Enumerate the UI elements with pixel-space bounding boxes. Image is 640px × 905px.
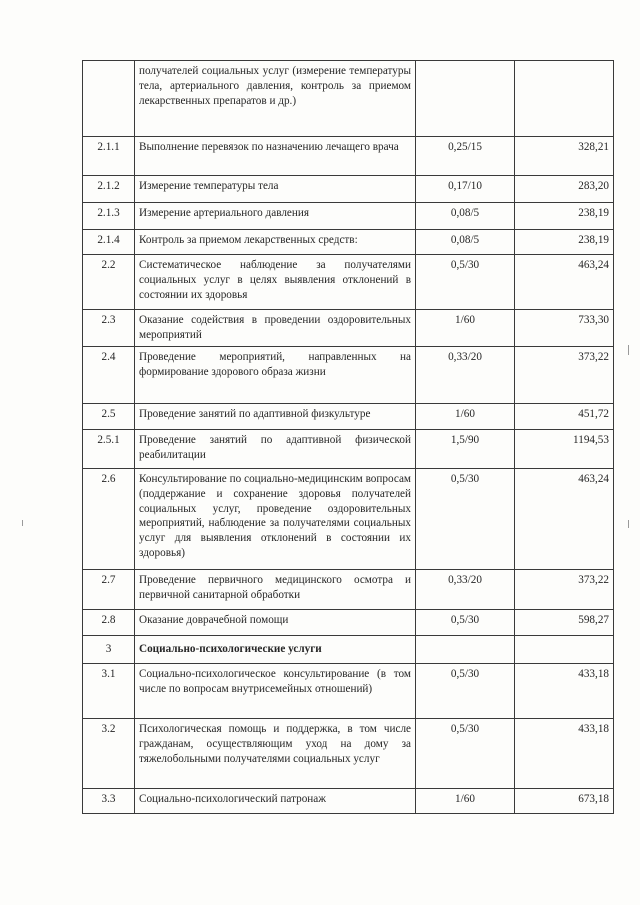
price-cell: 328,21 — [515, 137, 614, 176]
time-norm-cell: 0,5/30 — [416, 255, 515, 310]
price-cell: 733,30 — [515, 310, 614, 347]
time-norm-cell: 0,5/30 — [416, 469, 515, 570]
table-row — [83, 176, 614, 203]
time-norm-cell: 1/60 — [416, 789, 515, 814]
services-tariff-table — [82, 60, 614, 814]
service-name-cell: Проведение занятий по адаптивной физкультуре — [135, 404, 416, 430]
row-number-cell: 3.1 — [83, 664, 135, 719]
table-row — [83, 570, 614, 610]
time-norm-cell: 0,5/30 — [416, 719, 515, 789]
row-number-cell: 2.1.1 — [83, 137, 135, 176]
table-row — [83, 469, 614, 570]
table-row — [83, 664, 614, 719]
row-number-cell: 2.5 — [83, 404, 135, 430]
service-name-cell: получателей социальных услуг (измерение температуры тела, артериального давления, контроль за приемом лекарственных препаратов и др.) — [135, 61, 416, 137]
service-name-cell: Проведение первичного медицинского осмотра и первичной санитарной обработки — [135, 570, 416, 610]
price-cell — [515, 61, 614, 137]
table-row — [83, 137, 614, 176]
row-number-cell: 2.5.1 — [83, 430, 135, 469]
table-row — [83, 310, 614, 347]
row-number-cell — [83, 61, 135, 137]
row-number-cell: 2.4 — [83, 347, 135, 404]
price-cell — [515, 636, 614, 664]
time-norm-cell: 0,08/5 — [416, 230, 515, 255]
price-cell: 373,22 — [515, 570, 614, 610]
section-header-row — [83, 636, 614, 664]
price-cell: 238,19 — [515, 203, 614, 230]
row-number-cell: 2.6 — [83, 469, 135, 570]
time-norm-cell: 0,25/15 — [416, 137, 515, 176]
scan-margin-mark — [22, 520, 23, 526]
time-norm-cell: 0,5/30 — [416, 610, 515, 636]
price-cell: 451,72 — [515, 404, 614, 430]
row-number-cell: 2.1.3 — [83, 203, 135, 230]
price-cell: 1194,53 — [515, 430, 614, 469]
service-name-cell: Психологическая помощь и поддержка, в том числе гражданам, осуществляющим уход на дому за тяжелобольными получателями социальных услуг — [135, 719, 416, 789]
service-name-cell: Оказание содействия в проведении оздоровительных мероприятий — [135, 310, 416, 347]
time-norm-cell: 0,33/20 — [416, 347, 515, 404]
table-body — [83, 61, 614, 814]
table-row — [83, 610, 614, 636]
table-row — [83, 255, 614, 310]
service-name-cell: Консультирование по социально-медицинским вопросам (поддержание и сохранение здоровья получателей социальных услуг, проведение оздоровительных мероприятий, наблюдение за получателями социальных услуг для выявления отклонений в состоянии их здоровья) — [135, 469, 416, 570]
time-norm-cell: 1/60 — [416, 310, 515, 347]
service-name-cell: Проведение занятий по адаптивной физической реабилитации — [135, 430, 416, 469]
service-name-cell: Выполнение перевязок по назначению лечащего врача — [135, 137, 416, 176]
price-cell: 433,18 — [515, 719, 614, 789]
service-name-cell: Измерение артериального давления — [135, 203, 416, 230]
table-row — [83, 347, 614, 404]
row-number-cell: 3.2 — [83, 719, 135, 789]
service-name-cell: Систематическое наблюдение за получателями социальных услуг в целях выявления отклонений в состоянии их здоровья — [135, 255, 416, 310]
table-row — [83, 203, 614, 230]
service-name-cell: Социально-психологические услуги — [135, 636, 416, 664]
row-number-cell: 2.8 — [83, 610, 135, 636]
price-cell: 238,19 — [515, 230, 614, 255]
time-norm-cell: 1/60 — [416, 404, 515, 430]
row-number-cell: 3.3 — [83, 789, 135, 814]
price-cell: 463,24 — [515, 255, 614, 310]
time-norm-cell: 0,17/10 — [416, 176, 515, 203]
time-norm-cell: 0,5/30 — [416, 664, 515, 719]
service-name-cell: Контроль за приемом лекарственных средств: — [135, 230, 416, 255]
service-name-cell: Проведение мероприятий, направленных на формирование здорового образа жизни — [135, 347, 416, 404]
price-cell: 673,18 — [515, 789, 614, 814]
time-norm-cell: 0,33/20 — [416, 570, 515, 610]
service-name-cell: Измерение температуры тела — [135, 176, 416, 203]
price-cell: 433,18 — [515, 664, 614, 719]
scan-margin-mark — [628, 345, 629, 355]
price-cell: 373,22 — [515, 347, 614, 404]
row-number-cell: 2.7 — [83, 570, 135, 610]
price-cell: 598,27 — [515, 610, 614, 636]
service-name-cell: Социально-психологическое консультирование (в том числе по вопросам внутрисемейных отношений) — [135, 664, 416, 719]
service-name-cell: Социально-психологический патронаж — [135, 789, 416, 814]
time-norm-cell: 0,08/5 — [416, 203, 515, 230]
table-row — [83, 789, 614, 814]
row-number-cell: 2.1.4 — [83, 230, 135, 255]
time-norm-cell: 1,5/90 — [416, 430, 515, 469]
table-row — [83, 719, 614, 789]
price-cell: 463,24 — [515, 469, 614, 570]
table-row — [83, 61, 614, 137]
row-number-cell: 2.2 — [83, 255, 135, 310]
price-cell: 283,20 — [515, 176, 614, 203]
table-row — [83, 230, 614, 255]
row-number-cell: 3 — [83, 636, 135, 664]
time-norm-cell — [416, 636, 515, 664]
row-number-cell: 2.3 — [83, 310, 135, 347]
table-row — [83, 430, 614, 469]
table-row — [83, 404, 614, 430]
row-number-cell: 2.1.2 — [83, 176, 135, 203]
scan-margin-mark — [628, 520, 629, 528]
time-norm-cell — [416, 61, 515, 137]
service-name-cell: Оказание доврачебной помощи — [135, 610, 416, 636]
